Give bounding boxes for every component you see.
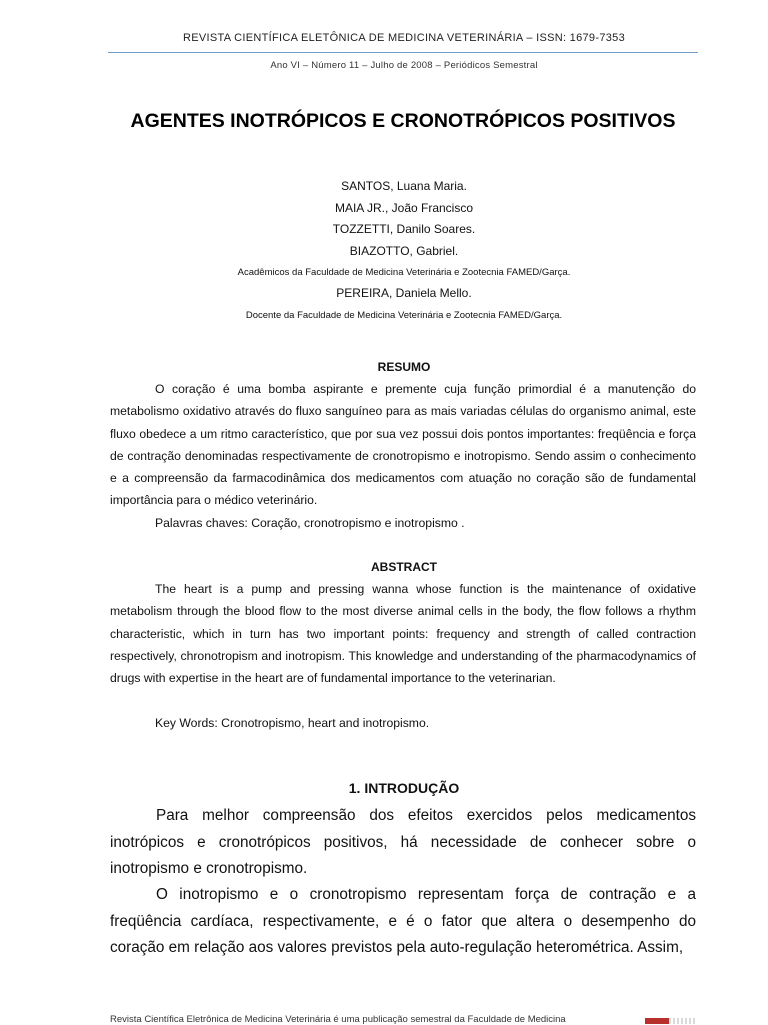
intro-paragraph-2: [110, 882, 696, 962]
abstract-text: The heart is a pump and pressing wanna whose function is the maintenance of oxidative metabolism through the blood flow to the most diverse animal cells in the body, the flow follows a rhythm characteristic, which in turn has two important points: frequency and strength of called contraction respectively, chronotropism and inotropism. This knowledge and understanding of the pharmacodynamics of drugs with expertise in the heart are of fundamental importance to the veterinarian.: [110, 582, 696, 686]
header-divider: [108, 52, 698, 53]
author-affiliation: Docente da Faculdade de Medicina Veterinária e Zootecnia FAMED/Garça.: [245, 309, 563, 321]
journal-header: REVISTA CIENTÍFICA ELETÔNICA DE MEDICINA VETERINÁRIA – ISSN: 1679-7353: [183, 32, 625, 44]
resumo-heading: RESUMO: [377, 360, 431, 374]
resumo-text: O coração é uma bomba aspirante e premente cuja função primordial é a manutenção do metabolismo oxidativo através do fluxo sanguíneo para as mais variadas células do organismo animal, este fluxo obedece a um ritmo característico, que por sua vez possui dois pontos importantes: freqüência e força de contração denominadas respectivamente de cronotropismo e inotropismo. Sendo assim o conhecimento e a compreensão da farmacodinâmica dos medicamentos com atuação no coração são de fundamental importância para o médico veterinário.: [110, 382, 696, 508]
author-name: BIAZOTTO, Gabriel.: [349, 243, 459, 258]
author-name: MAIA JR., João Francisco: [334, 200, 474, 215]
resumo-keywords: Palavras chaves: Coração, cronotropismo e inotropismo .: [155, 516, 465, 530]
author-affiliation: Acadêmicos da Faculdade de Medicina Veterinária e Zootecnia FAMED/Garça.: [237, 267, 571, 278]
page-footer: Revista Científica Eletrônica de Medicina Veterinária é uma publicação semestral da Faculdade de Medicina: [110, 1014, 566, 1025]
abstract-paragraph: [110, 578, 696, 689]
abstract-keywords: Key Words: Cronotropismo, heart and inotropismo.: [155, 716, 430, 730]
footer-pattern-bar: [669, 1018, 695, 1024]
abstract-heading: ABSTRACT: [371, 560, 437, 574]
paper-title: AGENTES INOTRÓPICOS E CRONOTRÓPICOS POSITIVOS: [130, 110, 676, 132]
author-name: PEREIRA, Daniela Mello.: [336, 286, 472, 300]
issue-line: Ano VI – Número 11 – Julho de 2008 – Periódicos Semestral: [270, 60, 538, 71]
author-name: TOZZETTI, Danilo Soares.: [332, 222, 476, 236]
intro-paragraph-1: [110, 803, 696, 883]
resumo-paragraph: [110, 378, 696, 512]
intro-heading: 1. INTRODUÇÃO: [348, 780, 460, 796]
intro-text-2: O inotropismo e o cronotropismo representam força de contração e a freqüência cardíaca, respectivamente, e é o fator que altera o desempenho do coração em relação aos valores previstos pela auto-regulação heterométrica. Assim,: [110, 886, 696, 956]
intro-text-1: Para melhor compreensão dos efeitos exercidos pelos medicamentos inotrópicos e cronotrópicos positivos, há necessidade de conhecer sobre o inotropismo e cronotropismo.: [110, 807, 696, 877]
footer-accent-bar: [645, 1018, 669, 1024]
author-block: [110, 176, 698, 326]
author-name: SANTOS, Luana Maria.: [341, 179, 467, 193]
